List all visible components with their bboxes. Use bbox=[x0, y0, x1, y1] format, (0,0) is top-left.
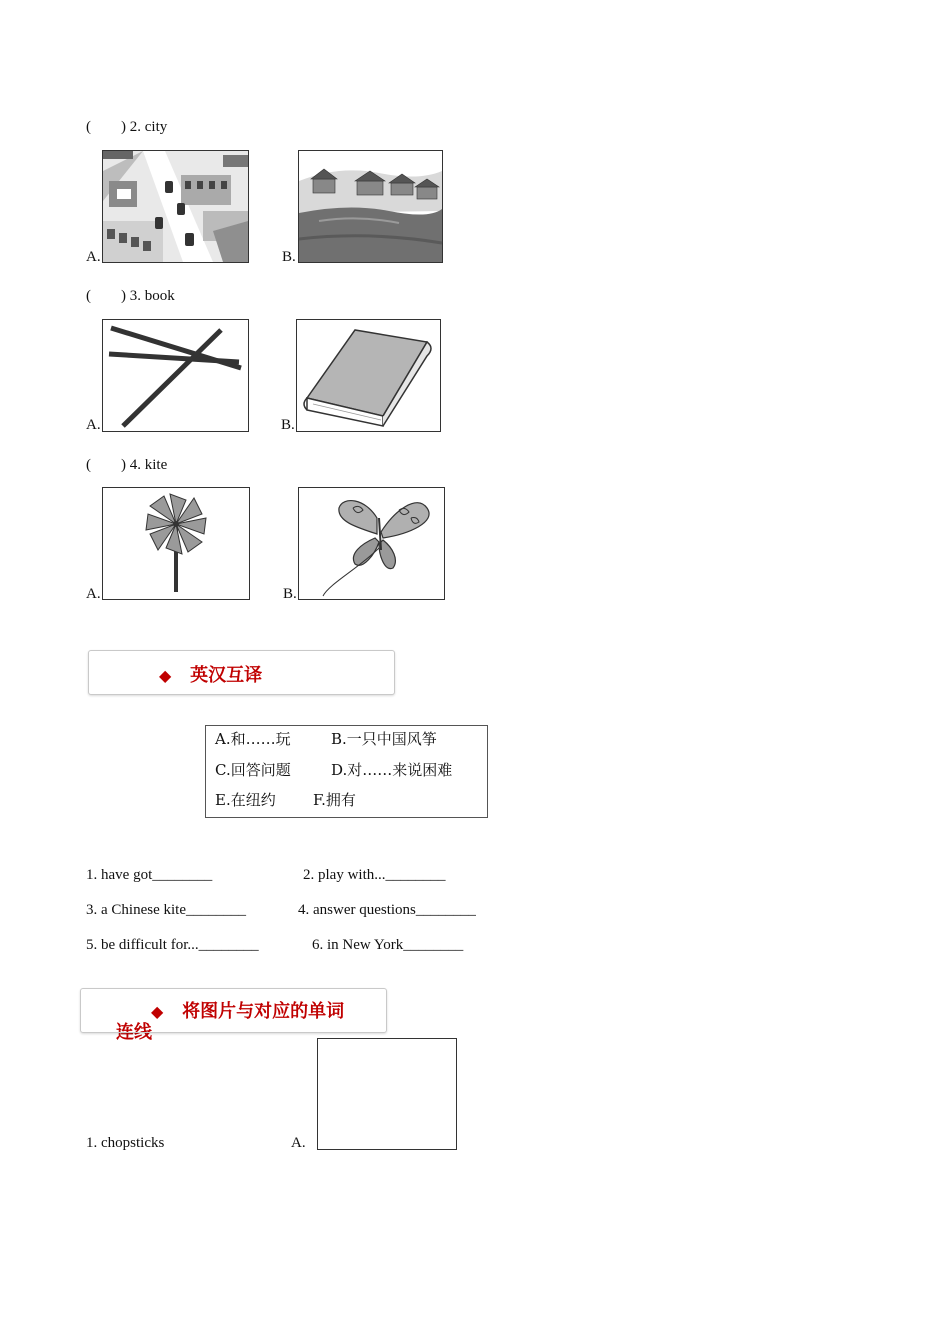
city-streets-image bbox=[103, 151, 248, 262]
question-4-option-a-label: A. bbox=[86, 586, 101, 602]
question-2-option-a-label: A. bbox=[86, 249, 101, 265]
countryside-village-picture[interactable] bbox=[298, 150, 443, 263]
book-picture[interactable] bbox=[296, 319, 441, 432]
word-bank-e: E.在纽约 bbox=[215, 791, 276, 809]
word-bank-d: D.对……来说困难 bbox=[331, 761, 453, 779]
match-section-header bbox=[80, 988, 387, 1043]
word-bank-b: B.一只中国风筝 bbox=[331, 730, 437, 748]
butterfly-kite-image bbox=[299, 488, 444, 599]
butterfly-kite-picture[interactable] bbox=[298, 487, 445, 600]
diamond-icon: ◆ bbox=[159, 666, 172, 685]
match-option-a-picture[interactable] bbox=[317, 1038, 457, 1150]
translate-item-1[interactable]: 1. have got________ bbox=[86, 867, 213, 883]
translate-item-6[interactable]: 6. in New York________ bbox=[312, 937, 464, 953]
question-3-option-a-label: A. bbox=[86, 417, 101, 433]
question-2-label: ( ) 2. city bbox=[86, 119, 168, 135]
translate-item-3[interactable]: 3. a Chinese kite________ bbox=[86, 902, 246, 918]
question-3-option-b-label: B. bbox=[281, 417, 295, 433]
translate-item-5[interactable]: 5. be difficult for...________ bbox=[86, 937, 259, 953]
match-option-a-label: A. bbox=[291, 1135, 306, 1151]
question-3-label: ( ) 3. book bbox=[86, 288, 175, 304]
book-image bbox=[297, 320, 440, 431]
word-bank-f: F.拥有 bbox=[313, 791, 356, 809]
match-item-1: 1. chopsticks bbox=[86, 1135, 165, 1151]
question-4-option-b-label: B. bbox=[283, 586, 297, 602]
question-2-option-b-label: B. bbox=[282, 249, 296, 265]
diamond-icon: ◆ bbox=[151, 1002, 164, 1021]
question-4-label: ( ) 4. kite bbox=[86, 457, 168, 473]
chopsticks-image bbox=[103, 320, 248, 431]
match-section-title: 将图片与对应的单词 bbox=[182, 1001, 345, 1022]
pinwheel-image bbox=[103, 488, 249, 599]
translate-section-title: 英汉互译 bbox=[190, 665, 263, 686]
countryside-village-image bbox=[299, 151, 442, 262]
pinwheel-picture[interactable] bbox=[102, 487, 250, 600]
city-streets-picture[interactable] bbox=[102, 150, 249, 263]
word-bank-a: A.和……玩 bbox=[215, 730, 291, 748]
word-bank-c: C.回答问题 bbox=[215, 761, 291, 779]
match-section-title-overflow: 连线 bbox=[116, 1022, 152, 1043]
translate-item-2[interactable]: 2. play with...________ bbox=[303, 867, 446, 883]
translate-item-4[interactable]: 4. answer questions________ bbox=[298, 902, 476, 918]
word-bank-box bbox=[205, 725, 488, 818]
translate-section-header bbox=[88, 650, 395, 695]
chopsticks-picture[interactable] bbox=[102, 319, 249, 432]
